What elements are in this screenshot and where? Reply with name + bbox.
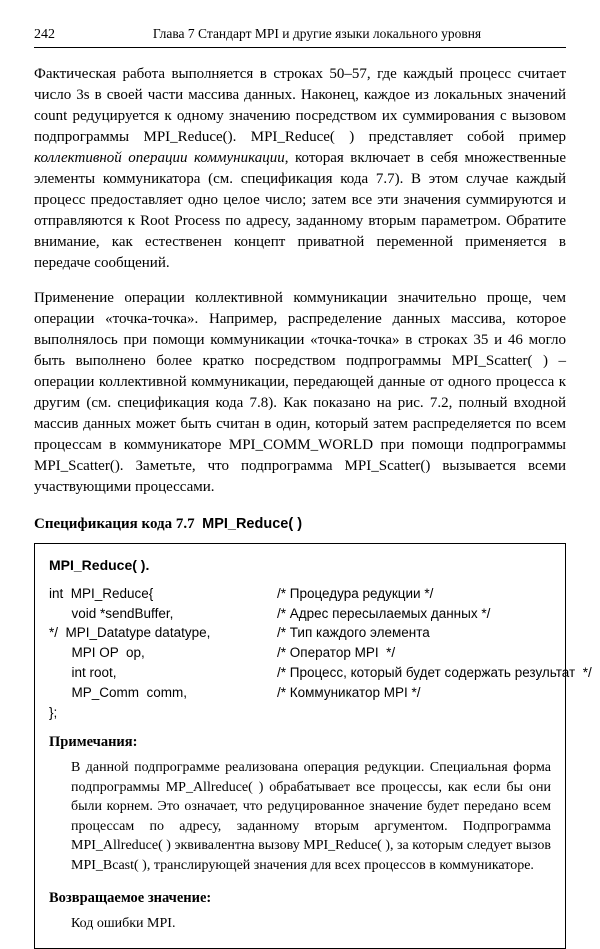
code-line-comment: /* Процесс, который будет содержать результат */: [277, 665, 592, 681]
code-line-comment: /* Адрес пересылаемых данных */: [277, 605, 491, 621]
code-line: [49, 604, 551, 624]
paragraph-1-text-before-italic: Фактическая работа выполняется в строках 50–57, где каждый процесс считает число 3s в своей части массива данных. Наконец, каждое из локальных значений count редуцируется к одному значению посредством их суммирования с вызовом подпрограммы MPI_Reduce(). MPI_Reduce( ) представляет собой пример: [34, 66, 566, 145]
code-line-code: void *sendBuffer,: [49, 605, 174, 621]
code-line: [49, 584, 551, 604]
spec-heading-routine: MPI_Reduce( ): [202, 516, 303, 532]
page-number: 242: [34, 27, 55, 42]
code-line-code: MPI OP op,: [49, 645, 145, 661]
code-line-code: int root,: [49, 665, 117, 681]
code-line: [49, 643, 551, 663]
notes-title: Примечания:: [49, 733, 138, 750]
code-line: [49, 703, 551, 723]
code-line-comment: /* Процедура редукции */: [277, 585, 434, 601]
code-line-code: */ MPI_Datatype datatype,: [49, 625, 211, 641]
notes-body: В данной подпрограмме реализована операция редукции. Специальная форма подпрограммы MP_Allreduce( ) обрабатывает все процессы, как если бы они были корнем. Это означает, что редуцированное значение будет передано всем процессам по адресу, заданному вторым аргументом. Подпрограмма MPI_Allreduce( ) эквивалентна вызову MPI_Reduce( ), за которым следует вызов MPI_Bcast( ), транслирующей значения для всех процессов в коммуникаторе.: [71, 760, 551, 874]
chapter-title: Глава 7 Стандарт MPI и другие языки локального уровня: [152, 26, 482, 41]
return-value-body: Код ошибки MPI.: [71, 916, 176, 932]
paragraph-1-italic-phrase: коллективной операции коммуникации: [34, 150, 285, 166]
page-header: [34, 26, 566, 43]
return-value-title: Возвращаемое значение:: [49, 889, 212, 906]
code-line-comment: /* Тип каждого элемента: [277, 625, 430, 641]
code-line: [49, 623, 551, 643]
code-line-comment: [277, 703, 551, 723]
body-paragraph-1: [34, 64, 566, 274]
code-line-code: };: [49, 704, 58, 720]
code-line-comment: /* Коммуникатор MPI */: [277, 684, 421, 700]
code-box-title: MPI_Reduce( ).: [49, 557, 150, 573]
code-line: [49, 683, 551, 703]
code-line-code: MP_Comm comm,: [49, 684, 188, 700]
spec-heading-label: Спецификация кода 7.7: [34, 516, 195, 532]
code-line: [49, 663, 592, 683]
code-line-code: int MPI_Reduce{: [49, 585, 154, 601]
header-divider: [34, 47, 566, 48]
body-paragraph-2: Применение операции коллективной коммуникации значительно проще, чем операции «точка-точка». Например, распределение данных массива, которое выполнялось при помощи коммуникации «точка-точка» в строках 35 и 46 могло быть выполнено более кратко посредством подпрограммы MPI_Scatter( ) – операции коллективной коммуникации, передающей данные от одного процесса к другим (см. спецификация кода 7.8). Как показано на рис. 7.2, полный входной массив данных может быть считан в один, который затем распределяется по всем процессам в коммуникаторе MPI_COMM_WORLD при помощи подпрограммы MPI_Scatter(). Заметьте, что подпрограмма MPI_Scatter() вызывается всеми участвующими процессами.: [34, 290, 566, 495]
spec-heading: [34, 516, 566, 533]
code-line-comment: /* Оператор MPI */: [277, 645, 396, 661]
code-specification-box: [34, 543, 592, 949]
paragraph-1-text-after-italic: , которая включает в себя множественные элементы коммуникатора (см. спецификация кода 7.7). В этом случае каждый процесс предоставляет одно целое число; затем все эти значения суммируются и отправляются к Root Process по адресу, заданному вторым параметром. Обратите внимание, как естественен концепт приватной переменной применяется в передаче сообщений.: [34, 150, 566, 271]
code-listing: [49, 584, 592, 723]
